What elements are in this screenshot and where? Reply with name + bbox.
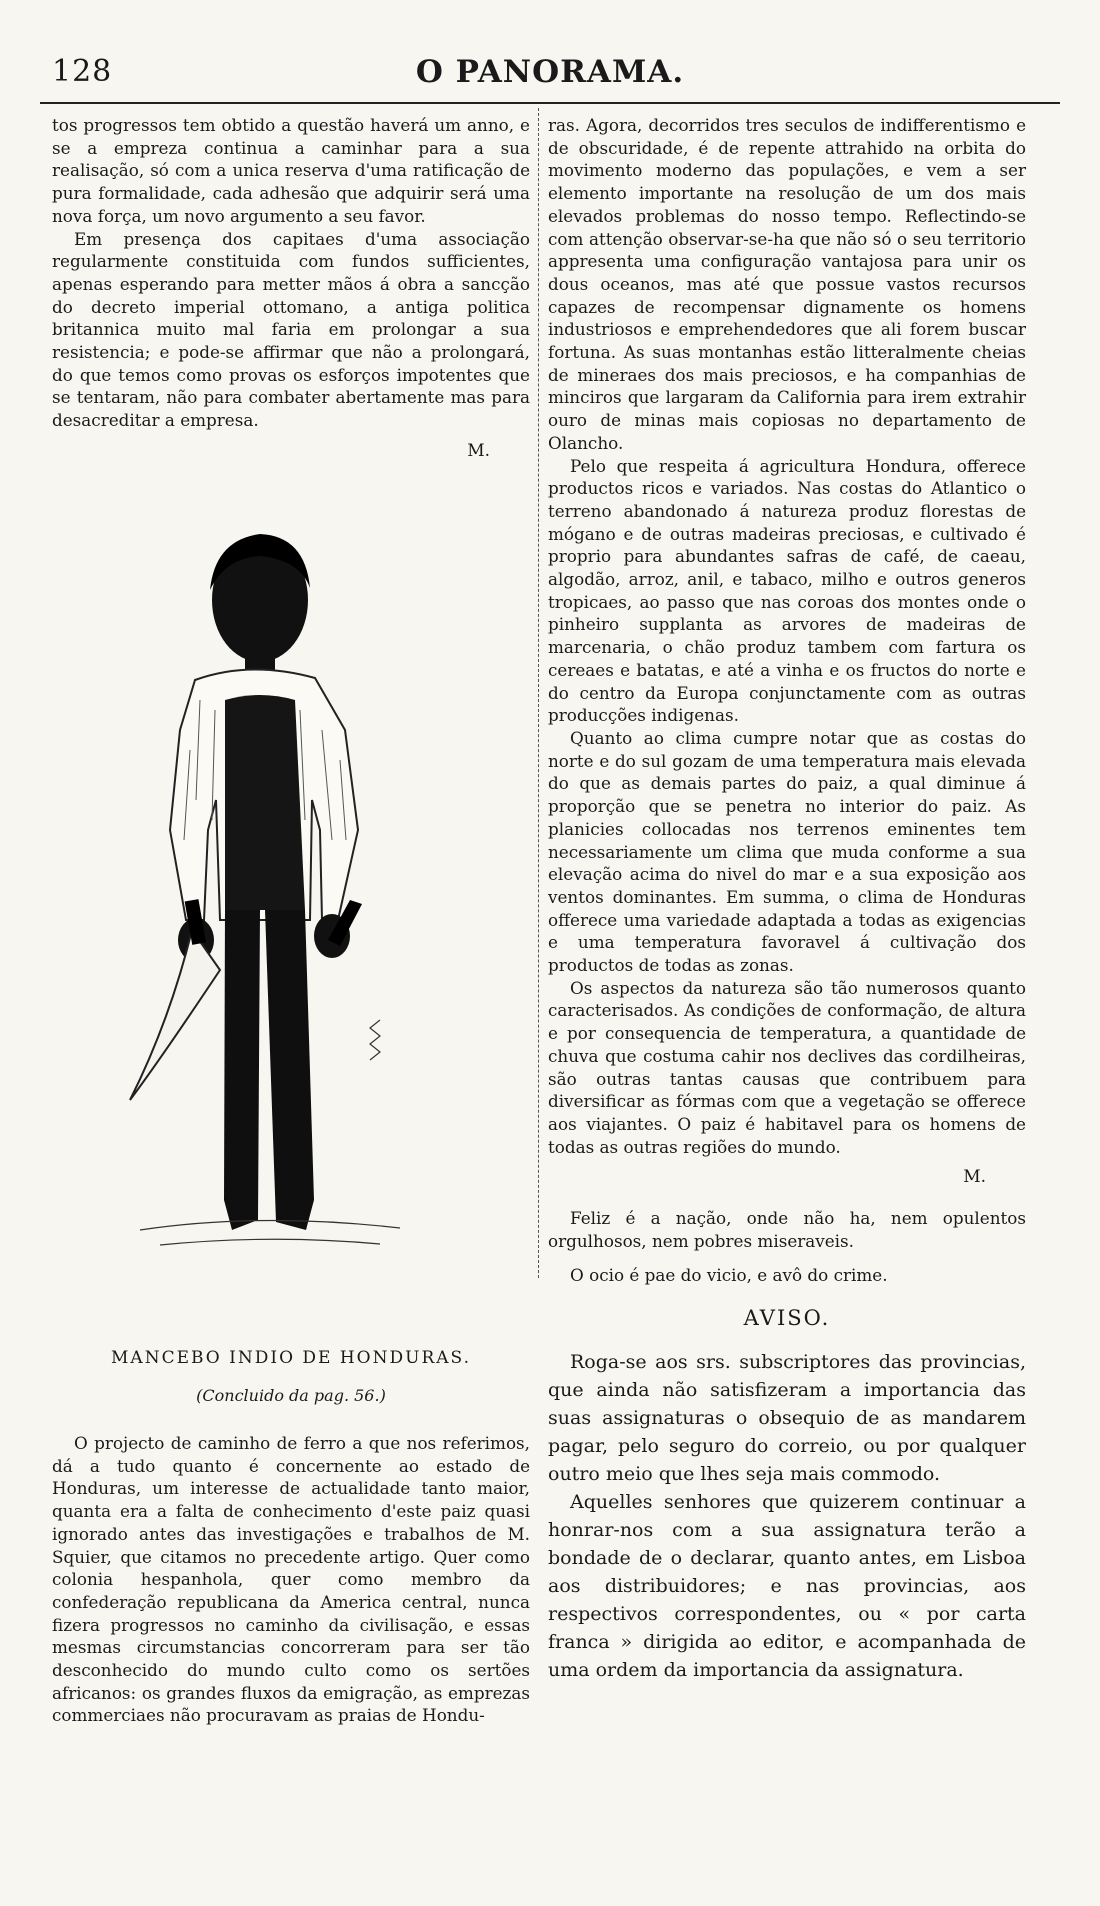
header-rule	[40, 102, 1060, 104]
left-paragraph-3: O projecto de caminho de ferro a que nos referimos, dá a tudo quanto é concernente ao estado de Honduras, um interesse de actualidade tanto maior, quanta era a falta de conhecimento d'este paiz quasi ignorado antes das investigações e trabalhos de M. Squier, que citamos no precedente artigo. Quer como colonia hespanhola, quer como membro da confederação republicana da America central, nunca fizera progressos no caminho da civilisação, e essas mesmas circumstancias concorreram para ser tão desconhecido do mundo culto como os sertões africanos: os grandes fluxos da emigração, as emprezas commerciaes não procuravam as praias de Hondu-	[52, 1433, 530, 1726]
spacer	[548, 1189, 1026, 1207]
proverb-1: Feliz é a nação, onde não ha, nem opulentos orgulhosos, nem pobres miseraveis.	[548, 1208, 1026, 1251]
left-signature: M.	[467, 440, 490, 461]
proverb-block	[548, 1207, 1026, 1287]
left-article-continued	[52, 1432, 530, 1727]
ground-sketch	[140, 1020, 400, 1245]
illustration-caption: MANCEBO INDIO DE HONDURAS.	[111, 1348, 471, 1368]
right-paragraph-2: Pelo que respeita á agricultura Hondura, offerece productos ricos e variados. Nas costas do Atlantico o terreno abandonado á natureza produz florestas de mógano e de outras madeiras preciosas, e cultivado é proprio para abundantes safras de café, de caeau, algodão, arroz, anil, e tabaco, milho e outros generos tropicaes, ao passo que nas coroas dos montes onde o pinheiro supplanta as arvores de madeiras de marcenaria, o chão produz tambem com fartura os cereaes e batatas, e até a vinha e os fructos do norte e do centro da Europa conjunctamente com as outras producções indigenas.	[548, 455, 1026, 726]
page-number: 128	[52, 54, 113, 89]
engraving-figure	[100, 500, 440, 1260]
figure-right-leg	[265, 910, 314, 1230]
right-signature: M.	[963, 1167, 986, 1188]
left-paragraph-1: tos progressos tem obtido a questão haverá um anno, e se a empreza continua a caminhar para a sua realisação, só com a unica reserva d'uma ratificação de pura formalidade, cada adhesão que adquirir será uma nova força, um novo argumento a seu favor.	[52, 115, 530, 226]
masthead-title: O PANORAMA.	[415, 54, 685, 90]
right-paragraph-1: ras. Agora, decorridos tres seculos de indifferentismo e de obscuridade, é de repente attrahido na orbita do movimento moderno das populações, e vem a ser elemento importante na resolução de um dos mais elevados problemas do nosso tempo. Reflectindo-se com attenção observar-se-ha que não só o seu territorio appresenta uma configuração vantajosa para unir os dous oceanos, mas até que possue vastos recursos capazes de recompensar dignamente os homens industriosos e emprehendedores que ali forem buscar fortuna. As suas montanhas estão litteralmente cheias de mineraes dos mais preciosos, e ha companhias de minciros que largaram da California para irem extrahir ouro de minas mais copiosas no departamento de Olancho.	[548, 115, 1026, 453]
right-article-text	[548, 114, 1026, 1684]
notice-paragraph-2: Aquelles senhores que quizerem continuar a honrar-nos com a sua assignatura terão a bondade de o declarar, quanto antes, em Lisboa aos distribuidores; e nas provincias, aos respectivos correspondentes, ou « por carta franca » dirigida ao editor, e acompanhada de uma ordem da importancia da assignatura.	[548, 1490, 1026, 1681]
right-paragraph-3: Quanto ao clima cumpre notar que as costas do norte e do sul gozam de uma temperatura mais elevada do que as demais partes do paiz, a qual diminue á proporção que se penetra no interior do paiz. As planicies collocadas nos terrenos eminentes tem necessariamente um clima que muda conforme a sua elevação acima do nivel do mar e a sua exposição aos ventos dominantes. Em summa, o clima de Honduras offerece uma variedade adaptada a todas as exigencias e uma temperatura favoravel á cultivação dos productos de todas as zonas.	[548, 727, 1026, 976]
page-header	[40, 52, 1060, 98]
machete-blade	[130, 930, 220, 1100]
column-divider	[538, 108, 539, 1278]
notice-title: AVISO.	[743, 1306, 831, 1331]
figure-torso-shadow	[225, 695, 305, 910]
proverb-2: O ocio é pae do vicio, e avô do crime.	[570, 1265, 888, 1286]
left-column	[52, 114, 530, 1874]
illustration-indian-youth	[100, 500, 440, 1260]
right-column	[548, 114, 1026, 1874]
left-article-text	[52, 114, 530, 463]
continued-note: (Concluido da pag. 56.)	[196, 1386, 386, 1405]
notice-paragraph-1: Roga-se aos srs. subscriptores das provincias, que ainda não satisfizeram a importancia das suas assignaturas o obsequio de as mandarem pagar, pelo seguro do correio, ou por qualquer outro meio que lhes seja mais commodo.	[548, 1350, 1026, 1485]
figure-left-leg	[224, 910, 260, 1230]
right-paragraph-4: Os aspectos da natureza são tão numerosos quanto caracterisados. As condições de conformação, de altura e por consequencia de temperatura, a quantidade de chuva que costuma cahir nos declives das cordilheiras, são outras tantas causas que contribuem para diversificar as fórmas com que a vegetação se offerece aos viajantes. O paiz é habitavel para os homens de todas as outras regiões do mundo.	[548, 977, 1026, 1157]
notice-text	[548, 1348, 1026, 1684]
left-paragraph-2: Em presença dos capitaes d'uma associação regularmente constituida com fundos sufficientes, apenas esperando para metter mãos á obra a sancção do decreto imperial ottomano, a antiga politica britannica muito mal faria em prolongar a sua resistencia; e pode-se affirmar que não a prolongará, do que temos como provas os esforços impotentes que se tentaram, não para combater abertamente mas para desacreditar a empresa.	[52, 228, 530, 431]
